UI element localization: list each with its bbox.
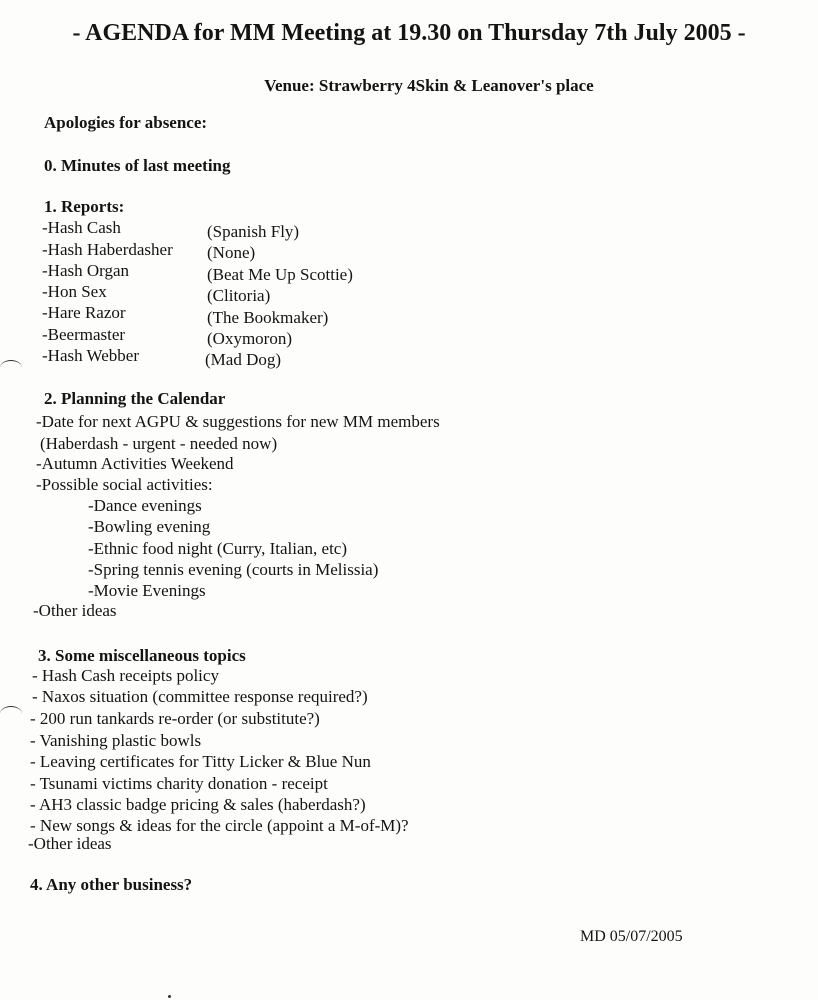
- misc-item: - Naxos situation (committee response required?): [32, 687, 368, 706]
- report-role: -Hon Sex: [42, 282, 107, 301]
- minutes-heading: 0. Minutes of last meeting: [44, 156, 231, 175]
- calendar-line: -Date for next AGPU & suggestions for new MM members: [36, 412, 440, 431]
- report-person: (The Bookmaker): [207, 308, 329, 327]
- calendar-line: (Haberdash - urgent - needed now): [40, 434, 278, 453]
- misc-item: - Hash Cash receipts policy: [32, 666, 219, 685]
- report-person: (Spanish Fly): [207, 222, 300, 241]
- social-activity: -Bowling evening: [88, 517, 211, 536]
- scan-dot: [168, 995, 171, 998]
- report-person: (Beat Me Up Scottie): [207, 265, 353, 284]
- scan-mark: [0, 706, 22, 721]
- misc-item: - Tsunami victims charity donation - receipt: [30, 774, 328, 793]
- social-activity: -Dance evenings: [88, 496, 202, 515]
- misc-item: - New songs & ideas for the circle (appoint a M-of-M)?: [30, 816, 409, 835]
- apologies-heading: Apologies for absence:: [44, 113, 208, 132]
- aob-heading: 4. Any other business?: [30, 875, 193, 894]
- scan-mark: [0, 360, 22, 375]
- social-activity: -Movie Evenings: [88, 581, 206, 600]
- social-activity: -Spring tennis evening (courts in Melissia): [88, 560, 379, 579]
- report-role: -Hare Razor: [42, 303, 126, 322]
- venue-line: Venue: Strawberry 4Skin & Leanover's place: [264, 76, 594, 95]
- report-role: -Hash Organ: [42, 261, 130, 280]
- report-role: -Hash Cash: [42, 218, 121, 237]
- report-role: -Beermaster: [42, 325, 126, 344]
- misc-other-ideas: -Other ideas: [28, 834, 112, 853]
- report-person: (Mad Dog): [205, 350, 282, 369]
- report-role: -Hash Webber: [42, 346, 139, 365]
- calendar-line: -Possible social activities:: [36, 475, 213, 494]
- misc-item: - Vanishing plastic bowls: [30, 731, 202, 750]
- agenda-title: - AGENDA for MM Meeting at 19.30 on Thursday 7th July 2005 -: [72, 20, 746, 46]
- social-activity: -Ethnic food night (Curry, Italian, etc): [88, 539, 348, 558]
- author-date: MD 05/07/2005: [580, 928, 683, 945]
- report-role: -Hash Haberdasher: [42, 240, 173, 259]
- misc-heading: 3. Some miscellaneous topics: [38, 646, 246, 665]
- report-person: (None): [207, 243, 256, 262]
- reports-heading: 1. Reports:: [44, 197, 125, 216]
- calendar-other-ideas: -Other ideas: [33, 601, 117, 620]
- report-person: (Oxymoron): [207, 329, 292, 348]
- report-person: (Clitoria): [207, 286, 271, 305]
- misc-item: - Leaving certificates for Titty Licker & Blue Nun: [30, 752, 371, 771]
- calendar-line: -Autumn Activities Weekend: [36, 454, 234, 473]
- misc-item: - 200 run tankards re-order (or substitute?): [30, 709, 320, 728]
- misc-item: - AH3 classic badge pricing & sales (haberdash?): [30, 795, 366, 814]
- calendar-heading: 2. Planning the Calendar: [44, 389, 226, 408]
